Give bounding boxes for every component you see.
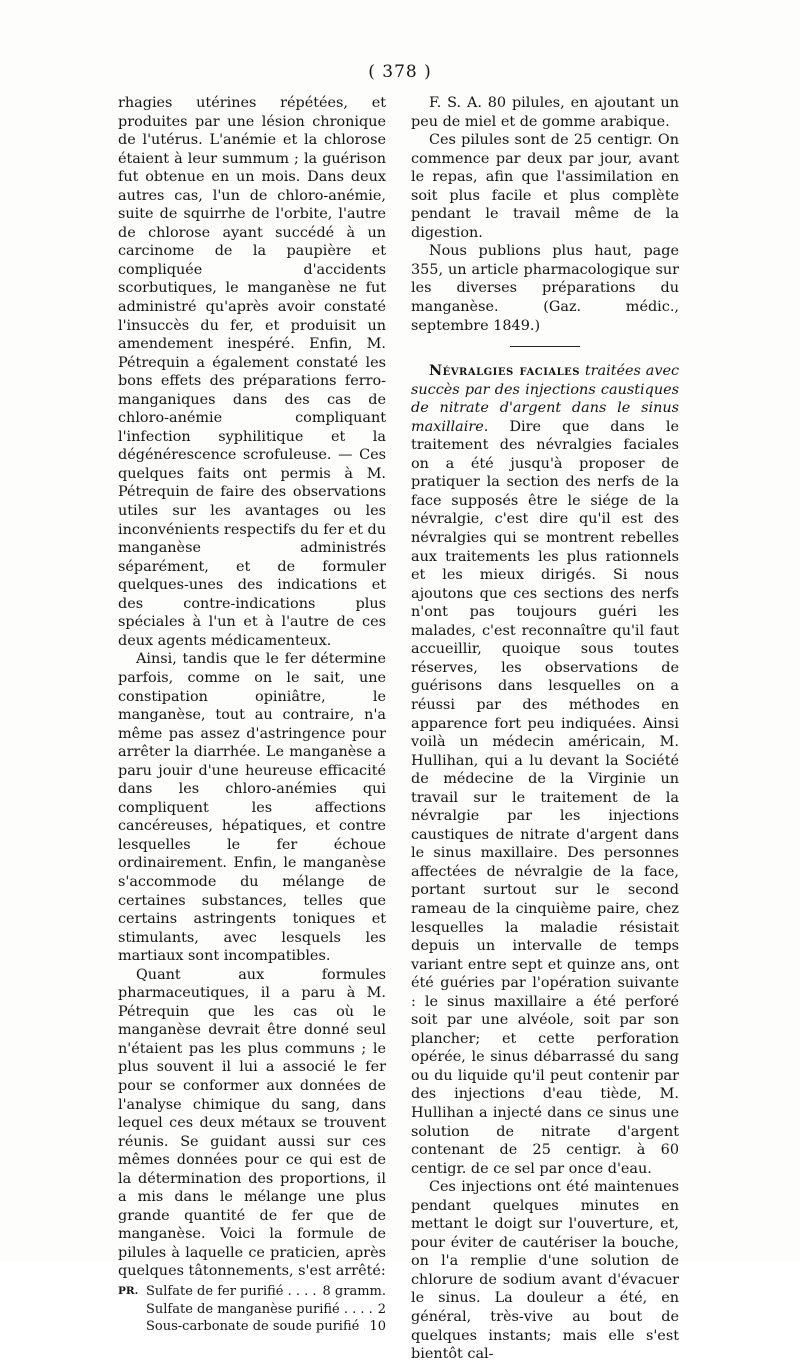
paragraph: Ces injections ont été maintenues pendant quelques minutes en mettant le doigt sur l'ouverture, et, pour éviter de cautériser la bouche, on l'a remplie d'une solution de chlorure de sodium avant d'évacuer le sinus. La douleur a été, en général, très-vive au bout de quelques instants; mais elle s'est bientôt cal- xyxy=(411,1179,679,1363)
paragraph: F. S. A. 80 pilules, en ajoutant un peu de miel et de gomme arabique. xyxy=(411,95,679,130)
right-column xyxy=(411,94,679,1364)
article-paragraph xyxy=(411,362,679,1178)
formula-row xyxy=(118,1283,386,1301)
paragraph: rhagies utérines répétées, et produites par une lésion chronique de l'utérus. L'anémie et la chlorose étaient à leur summum ; la guérison fut obtenue en un mois. Dans deux autres cas, l'un de chloro-anémie, suite de squirrhe de l'orbite, l'autre de chlorose ayant succédé à un carcinome de la paupière et compliquée d'accidents scorbutiques, le manganèse ne fut administré qu'après avoir constaté l'insuccès du fer, et produisit un amendement inespéré. Enfin, M. Pétrequin a également constaté les bons effets des préparations ferro-manganiques dans des cas de chloro-anémie compliquant l'infection syphilitique et la dégénérescence scrofuleuse. — Ces quelques faits ont permis à M. Pétrequin de faire des observations utiles sur les avantages ou les inconvénients respectifs du fer et du manganèse administrés séparément, et de formuler quelques-unes des indications et des contre-indications plus spéciales à l'un et à l'autre de ces deux agents médicamenteux. xyxy=(118,95,386,649)
pill-formula xyxy=(118,1283,386,1336)
ingredient-quantity: 8 gramm. xyxy=(322,1284,386,1299)
paragraph: Quant aux formules pharmaceutiques, il a paru à M. Pétrequin que les cas où le manganèse devrait être donné seul n'étaient pas les plus communs ; le plus souvent il lui a associé le fer pour se conformer aux données de l'analyse chimique du sang, dans lequel ces deux métaux se trouvent réunis. Se guidant aussi sur ces mêmes données pour ce qui est de la détermination des proportions, il a mis dans le mélange une plus grande quantité de fer que de manganèse. Voici la formule de pilules à laquelle ce praticien, après quelques tâtonnements, s'est arrêté: xyxy=(118,966,386,1280)
page-number: ( 378 ) xyxy=(368,62,432,82)
paragraph: Ces pilules sont de 25 centigr. On commence par deux par jour, avant le repas, afin que l'assimilation en soit plus facile et plus complète pendant le travail même de la digestion. xyxy=(411,132,679,241)
formula-row xyxy=(118,1318,386,1336)
section-divider xyxy=(510,346,580,347)
article-title: Névralgies faciales xyxy=(429,362,581,380)
paragraph: Ainsi, tandis que le fer détermine parfois, comme on le sait, une constipation opiniâtre, le manganèse, tout au contraire, n'a même pas assez d'astringence pour arrêter la diarrhée. Le manganèse a paru jouir d'une heureuse efficacité dans les chloro-anémies qui compliquent les affections cancéreuses, hépatiques, et contre lesquelles le fer échoue ordinairement. Enfin, le manganèse s'accommode du mélange de certaines substances, telles que certains astringents toniques et stimulants, avec lesquels les martiaux sont incompatibles. xyxy=(118,651,386,965)
paragraph: Nous publions plus haut, page 355, un article pharmacologique sur les diverses préparations du manganèse. (Gaz. médic., septembre 1849.) xyxy=(411,243,679,334)
ingredient-name: Sulfate de manganèse purifié . . . xyxy=(146,1301,374,1319)
formula-row xyxy=(118,1301,386,1319)
ingredient-name: Sulfate de fer purifié . . . xyxy=(146,1283,319,1301)
left-column xyxy=(118,94,386,1336)
article-body: Dire que dans le traitement des névralgies faciales on a été jusqu'à proposer de pratiquer la section des nerfs de la face supposés être le siége de la névralgie, c'est dire qu'il est des névralgies qui se montrent rebelles aux traitements les plus rationnels et les mieux dirigés. Si nous ajoutons que ces sections des nerfs n'ont pas toujours guéri les malades, c'est reconnaître qu'il faut accueillir, quoique sous toutes réserves, les observations de guérisons dans lesquelles on a réussi par des méthodes en apparence fort peu indiquées. Ainsi voilà un médecin américain, M. Hullihan, qui a lu devant la Société de médecine de la Virginie un travail sur le traitement de la névralgie par les injections caustiques de nitrate d'argent dans le sinus maxillaire. Des personnes affectées de névralgie de la face, portant surtout sur le second rameau de la cinquième paire, chez lesquelles la maladie résistait depuis un intervalle de temps variant entre sept et quinze ans, ont été guéries par l'opération suivante : le sinus maxillaire a été perforé soit par une alvéole, soit par son plancher; et cette perforation opérée, le sinus débarrassé du sang ou du liquide qu'il peut contenir par des injections d'eau tiède, M. Hullihan a injecté dans ce sinus une solution de nitrate d'argent contenant de 25 centigr. à 60 centigr. de ce sel par once d'eau. xyxy=(411,418,679,1177)
article-subtitle: traitées avec succès par des injections caustiques de nitrate d'argent dans le sinus maxillaire. xyxy=(411,363,680,435)
ingredient-quantity: 2 xyxy=(377,1301,386,1317)
formula-prefix: PR. xyxy=(118,1285,139,1297)
ingredient-quantity: 10 xyxy=(369,1319,386,1334)
ingredient-name: Sous-carbonate de soude purifié . . . xyxy=(146,1318,365,1336)
